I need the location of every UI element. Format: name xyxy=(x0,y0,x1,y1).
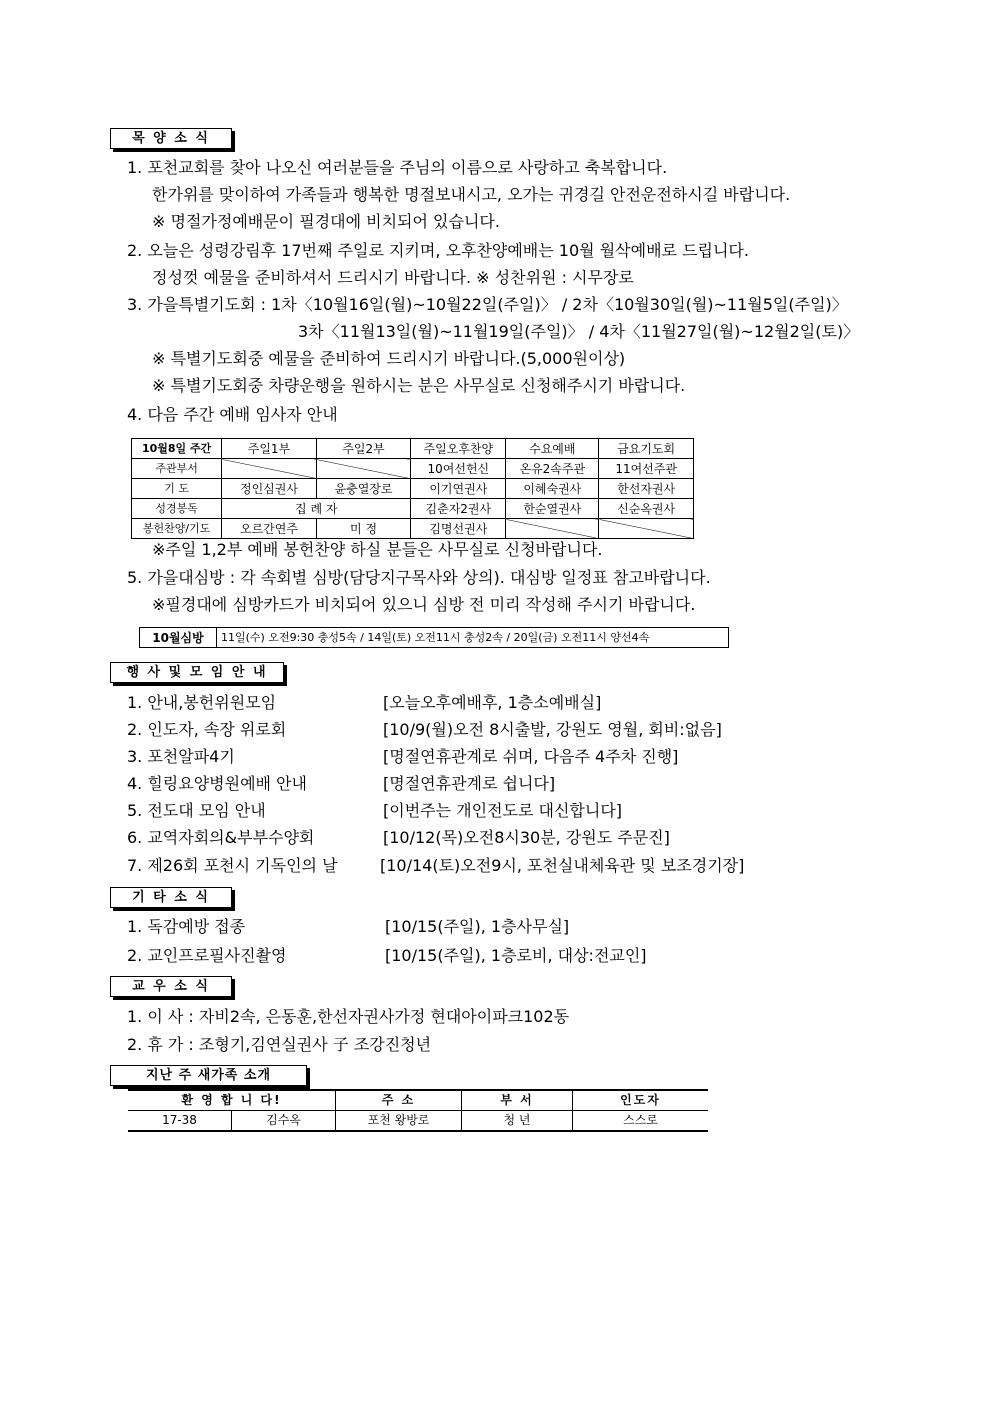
table-cell-empty xyxy=(506,519,599,539)
table-row xyxy=(132,479,694,499)
section-header-members: 교 우 소 식 xyxy=(110,976,232,997)
event-name: 6. 교역자회의&부부수양회 xyxy=(127,828,315,847)
table-row xyxy=(132,499,694,519)
visit-table xyxy=(139,627,729,648)
table-cell: 이혜숙권사 xyxy=(506,479,599,499)
table-cell-empty xyxy=(599,519,694,539)
event-detail: [명절연휴관계로 쉽니다] xyxy=(383,774,556,793)
misc-name: 1. 독감예방 접종 xyxy=(127,917,246,936)
table-cell: 성경봉독 xyxy=(132,499,222,519)
event-name: 2. 인도자, 속장 위로회 xyxy=(127,720,287,739)
pastoral-line-1: 1. 포천교회를 찾아 나오신 여러분들을 주님의 이름으로 사랑하고 축복합니다. xyxy=(127,158,668,177)
table-cell: 주관부서 xyxy=(132,459,222,479)
pastoral-line-4: 4. 다음 주간 예배 임사자 안내 xyxy=(127,405,338,424)
event-name: 1. 안내,봉헌위원모임 xyxy=(127,693,277,712)
misc-detail: [10/15(주일), 1층로비, 대상:전교인] xyxy=(385,946,647,965)
table-cell: 신순옥권사 xyxy=(599,499,694,519)
table-cell: 미 정 xyxy=(316,519,411,539)
pastoral-line-5b: ※필경대에 심방카드가 비치되어 있으니 심방 전 미리 작성해 주시기 바랍니다. xyxy=(152,595,696,614)
table-cell: 수요예배 xyxy=(506,439,599,459)
pastoral-line-3d: ※ 특별기도회중 차량운행을 원하시는 분은 사무실로 신청해주시기 바랍니다. xyxy=(152,376,686,395)
duty-table xyxy=(131,438,694,539)
visit-schedule: 11일(수) 오전9:30 충성5속 / 14일(토) 오전11시 충성2속 / 20일(금) 오전11시 양선4속 xyxy=(217,628,729,648)
section-header-misc: 기 타 소 식 xyxy=(110,887,232,908)
member-news-2: 2. 휴 가 : 조형기,김연실권사 子 조강진청년 xyxy=(127,1035,432,1054)
misc-name: 2. 교인프로필사진촬영 xyxy=(127,946,287,965)
table-header: 환 영 합 니 다! xyxy=(128,1090,336,1111)
table-cell: 한순열권사 xyxy=(506,499,599,519)
table-cell: 주일2부 xyxy=(316,439,411,459)
table-cell: 봉헌찬양/기도 xyxy=(132,519,222,539)
table-cell: 이기연권사 xyxy=(411,479,506,499)
table-row xyxy=(128,1111,708,1132)
section-header-newfamily: 지난 주 새가족 소개 xyxy=(110,1065,307,1086)
pastoral-line-5: 5. 가을대심방 : 각 속회별 심방(담당지구목사와 상의). 대심방 일정표 참고바랍니다. xyxy=(127,568,711,587)
pastoral-line-2b: 정성껏 예물을 준비하셔서 드리시기 바랍니다. ※ 성찬위원 : 시무장로 xyxy=(152,268,634,287)
event-name: 5. 전도대 모임 안내 xyxy=(127,801,266,820)
event-name: 3. 포천알파4기 xyxy=(127,747,235,766)
table-cell: 윤충열장로 xyxy=(316,479,411,499)
table-cell: 기 도 xyxy=(132,479,222,499)
event-detail: [명절연휴관계로 쉬며, 다음주 4주차 진행] xyxy=(383,747,679,766)
table-cell: 김춘자2권사 xyxy=(411,499,506,519)
pastoral-line-1b: 한가위를 맞이하여 가족들과 행복한 명절보내시고, 오가는 귀경길 안전운전하시길 바랍니다. xyxy=(152,185,791,204)
table-cell: 한선자권사 xyxy=(599,479,694,499)
table-cell: 주일오후찬양 xyxy=(411,439,506,459)
table-row xyxy=(132,439,694,459)
table-cell: 주일1부 xyxy=(222,439,317,459)
pastoral-line-1c: ※ 명절가정예배문이 필경대에 비치되어 있습니다. xyxy=(152,212,500,231)
table-row xyxy=(140,628,729,648)
table-cell: 청 년 xyxy=(462,1111,573,1132)
table-cell: 김수옥 xyxy=(232,1111,336,1132)
table-header: 부 서 xyxy=(462,1090,573,1111)
table-cell: 정인심권사 xyxy=(222,479,317,499)
table-cell: 10여선헌신 xyxy=(411,459,506,479)
event-detail: [10/14(토)오전9시, 포천실내체육관 및 보조경기장] xyxy=(380,856,745,875)
pastoral-line-2: 2. 오늘은 성령강림후 17번째 주일로 지키며, 오후찬양예배는 10월 월삭예배로 드립니다. xyxy=(127,241,749,260)
table-cell: 스스로 xyxy=(573,1111,709,1132)
event-detail: [10/9(월)오전 8시출발, 강원도 영월, 회비:없음] xyxy=(383,720,722,739)
table-cell: 오르간연주 xyxy=(222,519,317,539)
table-cell: 17-38 xyxy=(128,1111,232,1132)
misc-detail: [10/15(주일), 1층사무실] xyxy=(385,917,570,936)
table-cell: 온유2속주관 xyxy=(506,459,599,479)
event-name: 4. 힐링요양병원예배 안내 xyxy=(127,774,307,793)
table-row xyxy=(132,519,694,539)
event-name: 7. 제26회 포천시 기독인의 날 xyxy=(127,856,338,875)
event-detail: [이번주는 개인전도로 대신합니다] xyxy=(383,801,623,820)
table-cell-empty xyxy=(316,459,411,479)
table-cell: 10월8일 주간 xyxy=(132,439,222,459)
table-row xyxy=(128,1090,708,1111)
table-cell: 11여선주관 xyxy=(599,459,694,479)
table-header: 주 소 xyxy=(336,1090,462,1111)
pastoral-line-4-note: ※주일 1,2부 예배 봉헌찬양 하실 분들은 사무실로 신청바랍니다. xyxy=(152,540,603,559)
table-cell: 포천 왕방로 xyxy=(336,1111,462,1132)
table-cell: 김명선권사 xyxy=(411,519,506,539)
pastoral-line-3: 3. 가을특별기도회 : 1차〈10월16일(월)~10월22일(주일)〉 / 2차〈10월30일(월)~11월5일(주일)〉 xyxy=(127,295,848,314)
member-news-1: 1. 이 사 : 자비2속, 은동훈,한선자권사가정 현대아이파크102동 xyxy=(127,1007,570,1026)
table-cell: 금요기도회 xyxy=(599,439,694,459)
event-detail: [오늘오후예배후, 1층소예배실] xyxy=(383,693,602,712)
table-row xyxy=(132,459,694,479)
section-header-events: 행 사 및 모 임 안 내 xyxy=(110,662,284,683)
table-cell-empty xyxy=(222,459,317,479)
table-cell: 집 례 자 xyxy=(222,499,411,519)
pastoral-line-3b: 3차〈11월13일(월)~11월19일(주일)〉 / 4차〈11월27일(월)~12월2일(토)〉 xyxy=(298,322,860,341)
visit-label: 10월심방 xyxy=(140,628,217,648)
event-detail: [10/12(목)오전8시30분, 강원도 주문진] xyxy=(383,828,670,847)
newfamily-table xyxy=(128,1089,708,1132)
section-header-pastoral: 목 양 소 식 xyxy=(110,128,232,149)
table-header: 인도자 xyxy=(573,1090,709,1111)
pastoral-line-3c: ※ 특별기도회중 예물을 준비하여 드리시기 바랍니다.(5,000원이상) xyxy=(152,349,626,368)
